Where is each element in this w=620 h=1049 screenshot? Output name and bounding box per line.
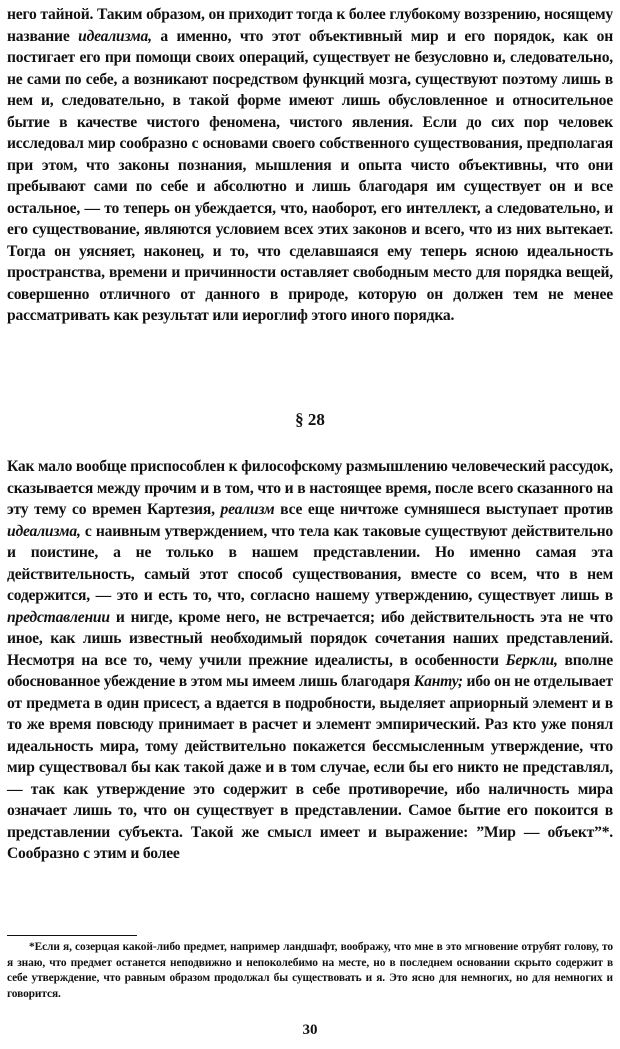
text-run: вполне обоснованное убеждение в этом мы имеем лишь благодаря — [7, 651, 613, 690]
page-number: 30 — [302, 1022, 318, 1038]
footnote-divider — [7, 935, 137, 936]
text-run: с наивным утверждением, что тела как таковые существуют действительно и поистине, а не только в нашем представлении. Но именно самая эта действительность, самый этот способ существования, вместе со всем, что в нем содержится, — это и есть то, что, согласно нашему утверждению, существует лишь в — [7, 522, 613, 604]
footnote: *Если я, созерцая какой-либо предмет, например ландшафт, воображу, что мне в это мгновение отрубят голову, то я знаю, что предмет останется неподвижно и непоколебимо на месте, но в последнем основании скрыто содержит в себе утверждение, что равным образом продолжал бы существовать и я. Это ясно для немногих, но для немногих и говорится. — [7, 941, 613, 1000]
text-run: и нигде, кроме него, не встречается; ибо действительность эта не что иное, как лишь известный необходимый порядок сочетания наших представлений. Несмотря на все то, чему учили прежние идеалисты, в особенности — [7, 608, 613, 669]
text-run: ибо он не отделывает от предмета в один присест, а вдается в подробности, выделяет априорный элемент и в то же время повсюду принимает в расчет и элемент эмпирический. Раз кто уже понял идеальность мира, тому действительно покажется бессмысленным утверждение, что мир существовал бы как такой даже и в том случае, если бы его никто не представлял, — так как утверждение это содержит в себе противоречие, ибо наличность мира означает лишь то, что он существует в представлении. Самое бытие его покоится в представлении субъекта. Такой же смысл имеет и выражение: ”Мир — объект”*. Сообразно с этим и более — [7, 673, 613, 862]
italic-name-kant: Канту; — [413, 673, 463, 690]
paragraph-2 — [7, 456, 613, 865]
section-heading: § 28 — [295, 410, 325, 429]
italic-term-idealism: идеализма, — [7, 522, 81, 540]
italic-term-representation: представлении — [7, 608, 110, 626]
text-run: него тайной. Таким образом, он приходит тогда к более глубокому воззрению, носящему название — [7, 6, 613, 45]
italic-name-berkeley: Беркли, — [505, 651, 558, 669]
text-run: все еще ничтоже сумняшеся выступает против — [274, 501, 613, 518]
text-run: Как мало вообще приспособлен к философскому размышлению человеческий рассудок, сказывается между прочим и в том, что и в настоящее время, после всего сказанного на эту тему со времен Картезия, — [7, 458, 613, 518]
italic-term-realism: реализм — [220, 501, 275, 518]
paragraph-1 — [7, 4, 613, 327]
italic-term-idealism: идеализма, — [78, 27, 152, 45]
text-run: а именно, что этот объективный мир и его порядок, как он постигает его при помощи своих операций, существует не безусловно и, следовательно, не сами по себе, а возникают посредством функций мозга, существуют поэтому лишь в нем и, следовательно, в такой форме имеют лишь обусловленное и относительное бытие в качестве чистого феномена, чистого явления. Если до сих пор человек исследовал мир сообразно с основами своего собственного существования, предполагая при этом, что законы познания, мышления и опыта чисто объективны, что они пребывают сами по себе и абсолютно и лишь благодаря им существует он и все остальное, — то теперь он убеждается, что, наоборот, его интеллект, а следовательно, и его существование, являются условием всех этих законов и всего, что из них вытекает. Тогда он уясняет, наконец, и то, что сделавшаяся ему теперь ясною идеальность пространства, времени и причинности оставляет свободным место для порядка вещей, совершенно отличного от данного в природе, которую он должен тем не менее рассматривать как результат или иероглиф этого иного порядка. — [7, 27, 613, 324]
